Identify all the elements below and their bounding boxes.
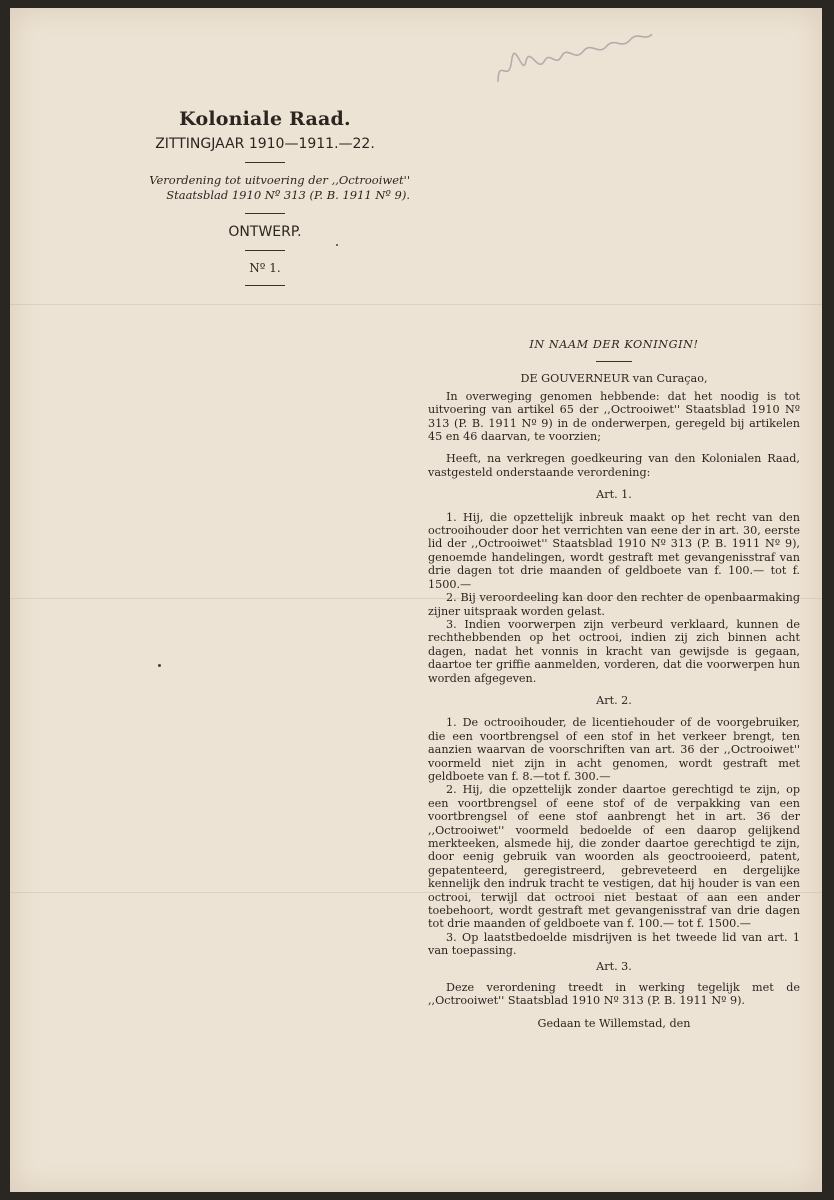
article-paragraph: 2. Bij veroordeeling kan door den rechter de openbaarmaking zijner uitspraak worden gelast. (428, 591, 800, 618)
handwritten-annotation (488, 24, 662, 93)
article-heading: Art. 2. (596, 693, 632, 707)
draft-label: ONTWERP. (228, 224, 302, 240)
article-paragraph: 3. Op laatstbedoelde misdrijven is het tweede lid van art. 1 van toepassing. (428, 930, 800, 958)
fold-line (10, 304, 822, 305)
preamble-paragraph: In overweging genomen hebbende: dat het noodig is tot uitvoering van artikel 65 der ,,Octrooiwet'' Staatsblad 1910 Nº 313 (P. B. 1911 Nº 9) in de onderwerpen, geregeld bij artikelen 45 en 46 daarvan, te voorzien; (428, 389, 800, 444)
preamble-paragraph: Heeft, na verkregen goedkeuring van den Kolonialen Raad, vastgesteld onderstaande verordening: (428, 452, 800, 479)
session-year: ZITTINGJAAR 1910—1911.—22. (155, 136, 375, 152)
governor-line: DE GOUVERNEUR van Curaçao, (520, 372, 708, 386)
draft-number: Nº 1. (249, 261, 281, 275)
divider (245, 250, 285, 251)
divider (245, 162, 285, 163)
council-title: Koloniale Raad. (179, 108, 351, 130)
article-paragraph: 1. De octrooihouder, de licentiehouder of de voorgebruiker, die een voortbrengsel of een stof in het verkeer brengt, ten aanzien waarvan de voorschriften van art. 36 der ,,Octrooiwet'' voormeld niet zijn in acht genomen, wordt gestraft met geldboete van f. 8.—tot f. 300.— (428, 716, 800, 783)
ink-speck (158, 664, 161, 667)
article-paragraph: 3. Indien voorwerpen zijn verbeurd verklaard, kunnen de rechthebbenden op het octrooi, indien zij zich binnen acht dagen, nadat het vonnis in kracht van gewijsde is gegaan, daartoe ter griffie aanmelden, vorderen, dat die voorwerpen hun worden afgegeven. (428, 617, 800, 685)
article-heading: Art. 3. (596, 959, 632, 973)
divider (596, 361, 632, 362)
article-heading: Art. 1. (596, 488, 632, 502)
ordinance-subject: Verordening tot uitvoering der ,,Octrooiwet'' Staatsblad 1910 Nº 313 (P. B. 1911 Nº 9). (149, 173, 410, 202)
article-paragraph: 1. Hij, die opzettelijk inbreuk maakt op het recht van den octrooihouder door het verrichten van eene der in art. 30, eerste lid der ,,Octrooiwet'' Staatsblad 1910 Nº 313 (P. B. 1911 Nº 9), genoemde handelingen, wordt gestraft met gevangenisstraf van drie dagen tot drie maanden of geldboete van f. 100.— tot f. 1500.— (428, 510, 800, 591)
ordinance-text (428, 338, 800, 1030)
document-page (10, 8, 822, 1192)
closing-line: Gedaan te Willemstad, den (537, 1016, 691, 1030)
divider (245, 285, 285, 286)
invocation: IN NAAM DER KONINGIN! (529, 338, 699, 351)
article-paragraph: Deze verordening treedt in werking tegelijk met de ,,Octrooiwet'' Staatsblad 1910 Nº 313 (P. B. 1911 Nº 9). (428, 981, 800, 1008)
document-header (100, 108, 430, 296)
article-paragraph: 2. Hij, die opzettelijk zonder daartoe gerechtigd te zijn, op een voortbrengsel of eene stof of de verpakking van een voortbrengsel of eene stof aanbrengt het in art. 36 der ,,Octrooiwet'' voormeld bedoelde of een daarop gelijkend merkteeken, alsmede hij, die zonder daartoe gerechtigd te zijn, door eenig gebruik van woorden als geoctrooieerd, patent, gepatenteerd, geregistreerd, gebreveteerd en dergelijke kennelijk den indruk tracht te vestigen, dat hij houder is van een octrooi, terwijl dat octrooi niet bestaat of aan een ander toebehoort, wordt gestraft met gevangenisstraf van drie dagen tot drie maanden of geldboete van f. 100.— tot f. 1500.— (428, 783, 800, 931)
divider (245, 213, 285, 214)
